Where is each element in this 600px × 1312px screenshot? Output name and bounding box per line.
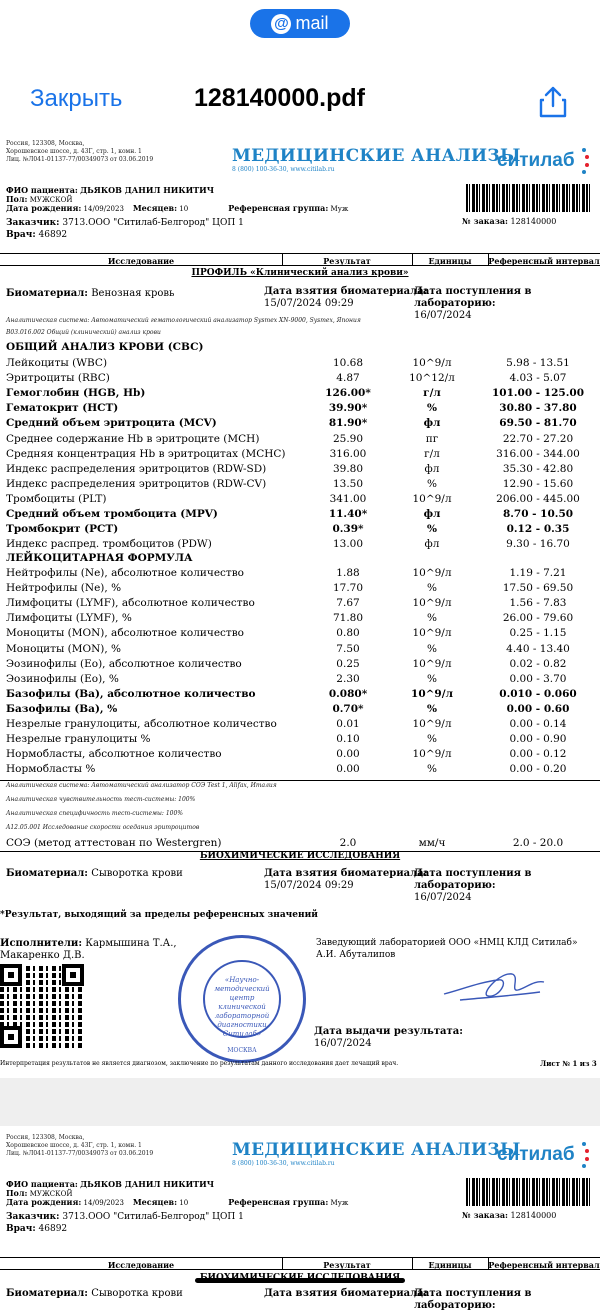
result-value: 0.39* <box>332 523 364 536</box>
analyzer-note: Аналитическая система: Автоматический гематологический анализатор Sysmex XN-9000, Sysmex, Япония <box>6 317 361 324</box>
unit: 10^9/л <box>412 567 452 579</box>
table-row <box>0 688 600 703</box>
result-value: 13.00 <box>332 538 364 551</box>
result-value: 0.25 <box>336 657 360 670</box>
test-name: Тромбокрит (PCT) <box>6 523 119 536</box>
table-row <box>0 433 600 448</box>
sample-taken-p2: Дата взятия биоматериала: <box>264 1288 428 1299</box>
biomaterial-p2: Биоматериал: Сыворотка крови <box>6 1288 183 1299</box>
unit: 10^9/л <box>412 357 452 369</box>
result-value: 1.88 <box>336 567 360 579</box>
sample-taken-2: Дата взятия биоматериала: 15/07/2024 09:29 <box>264 868 428 891</box>
result-value: 0.00 <box>336 763 360 776</box>
patient-info: ФИО пациента: ДЬЯКОВ ДАНИЛ НИКИТИЧ Пол: МУЖСКОЙ Дата рождения: 14/09/2023 Месяцев: 10 Референсная группа: Муж <box>6 1179 349 1207</box>
test-name: Индекс распред. тромбоцитов (PDW) <box>6 538 212 551</box>
group-cbc: ОБЩИЙ АНАЛИЗ КРОВИ (CBC) <box>6 341 204 353</box>
result-value: 0.70* <box>332 702 364 715</box>
result-value: 316.00 <box>329 447 367 460</box>
test-name: Эозинофилы (Eo), абсолютное количество <box>6 657 242 670</box>
biochem-title: БИОХИМИЧЕСКИЕ ИССЛЕДОВАНИЯ <box>199 851 401 861</box>
test-name: Гемоглобин (HGB, Hb) <box>6 387 146 400</box>
result-value: 13.50 <box>332 477 364 490</box>
test-name: Моноциты (MON), % <box>6 642 122 655</box>
unit: % <box>427 612 437 625</box>
issue-date: Дата выдачи результата: 16/07/2024 <box>314 1026 463 1049</box>
reference-range: 1.19 - 7.21 <box>509 567 567 579</box>
reference-range: 4.03 - 5.07 <box>509 372 567 385</box>
result-value: 39.80 <box>332 462 364 475</box>
citilab-logo: ситилаб <box>497 150 575 171</box>
table-row <box>0 733 600 748</box>
table-row <box>0 567 600 582</box>
share-icon[interactable] <box>538 86 568 118</box>
lab-address: Россия, 123308, Москва, Хорошевское шоссе, д. 43Г, стр. 1, комн. 1 Лиц. №Л041-01137-77/00349073 от 03.06.2019 <box>6 140 154 163</box>
reference-range: 69.50 - 81.70 <box>499 417 577 430</box>
logo-dots-icon <box>580 146 590 176</box>
test-name: Незрелые гранулоциты, абсолютное количество <box>6 718 277 730</box>
biomaterial: Биоматериал: Венозная кровь <box>6 288 175 299</box>
result-value: 17.70 <box>332 582 364 595</box>
order-barcode <box>466 184 590 212</box>
unit: 10^12/л <box>409 372 455 385</box>
result-value: 341.00 <box>329 492 367 505</box>
reference-range: 0.00 - 0.90 <box>509 733 567 746</box>
result-value: 4.87 <box>336 372 360 385</box>
table-row <box>0 357 600 372</box>
signature <box>440 962 550 1007</box>
test-name: Моноциты (MON), абсолютное количество <box>6 627 244 640</box>
unit: % <box>427 523 437 536</box>
unit: % <box>427 763 437 776</box>
test-name: Базофилы (Ba), % <box>6 702 118 715</box>
result-value: 10.68 <box>332 357 364 369</box>
unit: 10^9/л <box>412 492 452 505</box>
test-name: Индекс распределения эритроцитов (RDW-SD) <box>6 462 267 475</box>
out-of-range-note: *Результат, выходящий за пределы референсных значений <box>0 910 318 920</box>
reference-range: 17.50 - 69.50 <box>502 582 574 595</box>
reference-range: 0.00 - 3.70 <box>509 672 567 685</box>
profile-title: ПРОФИЛЬ «Клинический анализ крови» <box>191 268 409 278</box>
table-row <box>0 463 600 478</box>
test-name: Эозинофилы (Eo), % <box>6 672 119 685</box>
table-row <box>0 763 600 778</box>
test-name: Базофилы (Ba), абсолютное количество <box>6 687 256 700</box>
result-value: 81.90* <box>328 417 368 430</box>
unit: фл <box>424 462 440 475</box>
table-row <box>0 612 600 627</box>
pdf-page-2 <box>0 1126 600 1311</box>
result-value: 7.67 <box>336 597 360 610</box>
reference-range: 12.90 - 15.60 <box>502 477 574 490</box>
table-row <box>0 703 600 718</box>
test-name: Нормобласты, абсолютное количество <box>6 748 222 761</box>
sample-received-2: Дата поступления в лабораторию: 16/07/2024 <box>414 868 532 903</box>
test-name: Нейтрофилы (Ne), % <box>6 582 122 595</box>
home-indicator[interactable] <box>195 1278 405 1283</box>
test-name: Средняя концентрация Hb в эритроцитах (MCHC) <box>6 447 286 460</box>
reference-range: 4.40 - 13.40 <box>506 642 570 655</box>
executors: Исполнители: Кармышина Т.А., Макаренко Д.В. <box>0 938 177 961</box>
reference-range: 316.00 - 344.00 <box>496 447 580 460</box>
order-number: № заказа: 128140000 <box>462 216 557 226</box>
sensitivity-note: Аналитическая чувствительность тест-системы: 100% <box>6 796 196 803</box>
viewer-toolbar <box>0 0 600 130</box>
table-row <box>0 372 600 387</box>
unit: пг <box>425 432 439 445</box>
logo-dots-icon <box>580 1140 590 1170</box>
unit: г/л <box>423 387 441 400</box>
citilab-logo: ситилаб <box>497 1144 575 1165</box>
unit: 10^9/л <box>411 687 453 700</box>
biomaterial-2: Биоматериал: Сыворотка крови <box>6 868 183 879</box>
unit: % <box>427 642 437 655</box>
sample-taken: Дата взятия биоматериала: 15/07/2024 09:29 <box>264 286 428 309</box>
brand-title: МЕДИЦИНСКИЕ АНАЛИЗЫ <box>232 146 521 166</box>
reference-range: 0.12 - 0.35 <box>506 523 570 536</box>
reference-range: 30.80 - 37.80 <box>499 402 577 415</box>
table-header: Исследование Результат Единицы Референсный интервал <box>0 253 600 266</box>
table-row <box>0 673 600 688</box>
order-barcode <box>466 1178 590 1206</box>
unit: % <box>427 477 437 490</box>
result-value: 25.90 <box>332 432 364 445</box>
test-name: Индекс распределения эритроцитов (RDW-CV) <box>6 477 267 490</box>
test-name: Лимфоциты (LYMF), абсолютное количество <box>6 597 255 610</box>
brand-contacts: 8 (800) 100-36-30, www.citilab.ru <box>232 1160 335 1167</box>
brand-contacts: 8 (800) 100-36-30, www.citilab.ru <box>232 166 335 173</box>
unit: фл <box>423 508 441 520</box>
unit: % <box>427 582 437 595</box>
test-name: Эритроциты (RBC) <box>6 372 110 385</box>
group-leukoformula: ЛЕЙКОЦИТАРНАЯ ФОРМУЛА <box>6 552 193 564</box>
result-value: 126.00* <box>325 387 371 400</box>
table-row <box>0 387 600 402</box>
lab-head: Заведующий лабораторией ООО «НМЦ КЛД Ситилаб» <box>316 938 578 948</box>
pdf-page-1 <box>0 132 600 1077</box>
reference-range: 0.00 - 0.60 <box>506 702 570 715</box>
lab-head-name: А.И. Абуталипов <box>316 950 396 960</box>
reference-range: 0.010 - 0.060 <box>499 687 577 700</box>
lab-stamp: «Научно-методический центр клинической лабораторной диагностики Ситилаб» МОСКВА <box>178 935 306 1063</box>
client-info: Заказчик: 3713.ООО "Ситилаб-Белгород" ЦОП 1 Врач: 46892 <box>6 218 244 240</box>
table-row <box>0 478 600 493</box>
result-value: 0.080* <box>328 687 368 700</box>
mail-badge-label: mail <box>295 13 329 33</box>
sheet-number: Лист № 1 из 3 <box>540 1059 597 1068</box>
reference-range: 0.00 - 0.12 <box>509 748 567 761</box>
table-row <box>0 643 600 658</box>
table-row <box>0 582 600 597</box>
table-row <box>0 508 600 523</box>
table-row <box>0 748 600 763</box>
table-row <box>0 658 600 673</box>
reference-range: 0.02 - 0.82 <box>509 657 567 670</box>
test-name: Гематокрит (HCT) <box>6 402 119 415</box>
unit: % <box>427 402 437 415</box>
esr-code: A12.05.001 Исследование скорости оседания эритроцитов <box>6 824 200 831</box>
table-row <box>0 523 600 538</box>
mail-badge[interactable] <box>250 9 350 38</box>
table-row <box>0 538 600 553</box>
test-name: Тромбоциты (PLT) <box>6 492 107 505</box>
result-value: 0.10 <box>336 733 360 746</box>
lab-address: Россия, 123308, Москва, Хорошевское шоссе, д. 43Г, стр. 1, комн. 1 Лиц. №Л041-01137-77/00349073 от 03.06.2019 <box>6 1134 154 1157</box>
unit: % <box>427 672 437 685</box>
test-name: Нормобласты % <box>6 763 96 776</box>
test-name: Лейкоциты (WBC) <box>6 357 108 369</box>
disclaimer: Интерпретация результатов не является диагнозом, заключение по результатам данного исследования дает лечащий врач. <box>0 1060 399 1067</box>
result-value: 7.50 <box>336 642 360 655</box>
result-value: 11.40* <box>328 508 368 520</box>
reference-range: 35.30 - 42.80 <box>502 462 574 475</box>
patient-info: ФИО пациента: ДЬЯКОВ ДАНИЛ НИКИТИЧ Пол: МУЖСКОЙ Дата рождения: 14/09/2023 Месяцев: 10 Референсная группа: Муж <box>6 185 349 213</box>
result-value: 39.90* <box>328 402 368 415</box>
result-value: 0.01 <box>336 718 360 730</box>
table-row <box>0 402 600 417</box>
table-row <box>0 493 600 508</box>
at-icon: @ <box>271 14 291 34</box>
unit: 10^9/л <box>412 657 452 670</box>
unit: фл <box>423 417 441 430</box>
table-row <box>0 718 600 733</box>
table-header: Исследование Результат Единицы Референсный интервал <box>0 1257 600 1270</box>
result-value: 0.00 <box>336 748 360 761</box>
sample-received-p2: Дата поступления в лабораторию: <box>414 1288 532 1311</box>
test-name: Средний объем эритроцита (MCV) <box>6 417 217 430</box>
reference-range: 9.30 - 16.70 <box>506 538 570 551</box>
reference-range: 206.00 - 445.00 <box>496 492 580 505</box>
reference-range: 1.56 - 7.83 <box>509 597 567 610</box>
table-row <box>0 417 600 432</box>
reference-range: 5.98 - 13.51 <box>506 357 570 369</box>
table-row <box>0 448 600 463</box>
unit: 10^9/л <box>412 748 452 761</box>
result-value: 0.80 <box>336 627 360 640</box>
specificity-note: Аналитическая специфичность тест-системы: 100% <box>6 810 183 817</box>
table-row: СОЭ (метод аттестован по Westergren) 2.0 мм/ч 2.0 - 20.0 <box>0 837 600 852</box>
test-name: Среднее содержание Hb в эритроците (MCH) <box>6 432 260 445</box>
test-name: Нейтрофилы (Ne), абсолютное количество <box>6 567 244 579</box>
file-name-title: 128140000.pdf <box>194 84 365 112</box>
table-row <box>0 597 600 612</box>
result-value: 71.80 <box>332 612 364 625</box>
brand-title: МЕДИЦИНСКИЕ АНАЛИЗЫ <box>232 1140 521 1160</box>
client-info: Заказчик: 3713.ООО "Ситилаб-Белгород" ЦОП 1 Врач: 46892 <box>6 1212 244 1234</box>
reference-range: 26.00 - 79.60 <box>502 612 574 625</box>
test-name: Средний объем тромбоцита (MPV) <box>6 508 218 520</box>
reference-range: 0.25 - 1.15 <box>509 627 567 640</box>
unit: фл <box>424 538 440 551</box>
page-gap <box>0 1078 600 1126</box>
order-number: № заказа: 128140000 <box>462 1210 557 1220</box>
unit: 10^9/л <box>412 627 452 640</box>
unit: 10^9/л <box>412 597 452 610</box>
close-button[interactable]: Закрыть <box>30 85 123 112</box>
unit: % <box>427 733 437 746</box>
unit: % <box>427 702 437 715</box>
reference-range: 0.00 - 0.20 <box>509 763 567 776</box>
unit: 10^9/л <box>412 718 452 730</box>
reference-range: 22.70 - 27.20 <box>502 432 574 445</box>
reference-range: 8.70 - 10.50 <box>502 508 574 520</box>
test-name: Лимфоциты (LYMF), % <box>6 612 132 625</box>
test-name: Незрелые гранулоциты % <box>6 733 151 746</box>
reference-range: 0.00 - 0.14 <box>509 718 567 730</box>
reference-range: 101.00 - 125.00 <box>491 387 585 400</box>
sample-received: Дата поступления в лабораторию: 16/07/2024 <box>414 286 532 321</box>
table-row <box>0 627 600 642</box>
test-code: B03.016.002 Общий (клинический) анализ крови <box>6 329 161 336</box>
analyzer-note-esr: Аналитическая система: Автоматический анализатор СОЭ Test 1, Alifax, Италия <box>6 782 277 789</box>
unit: г/л <box>424 447 440 460</box>
result-value: 2.30 <box>336 672 360 685</box>
